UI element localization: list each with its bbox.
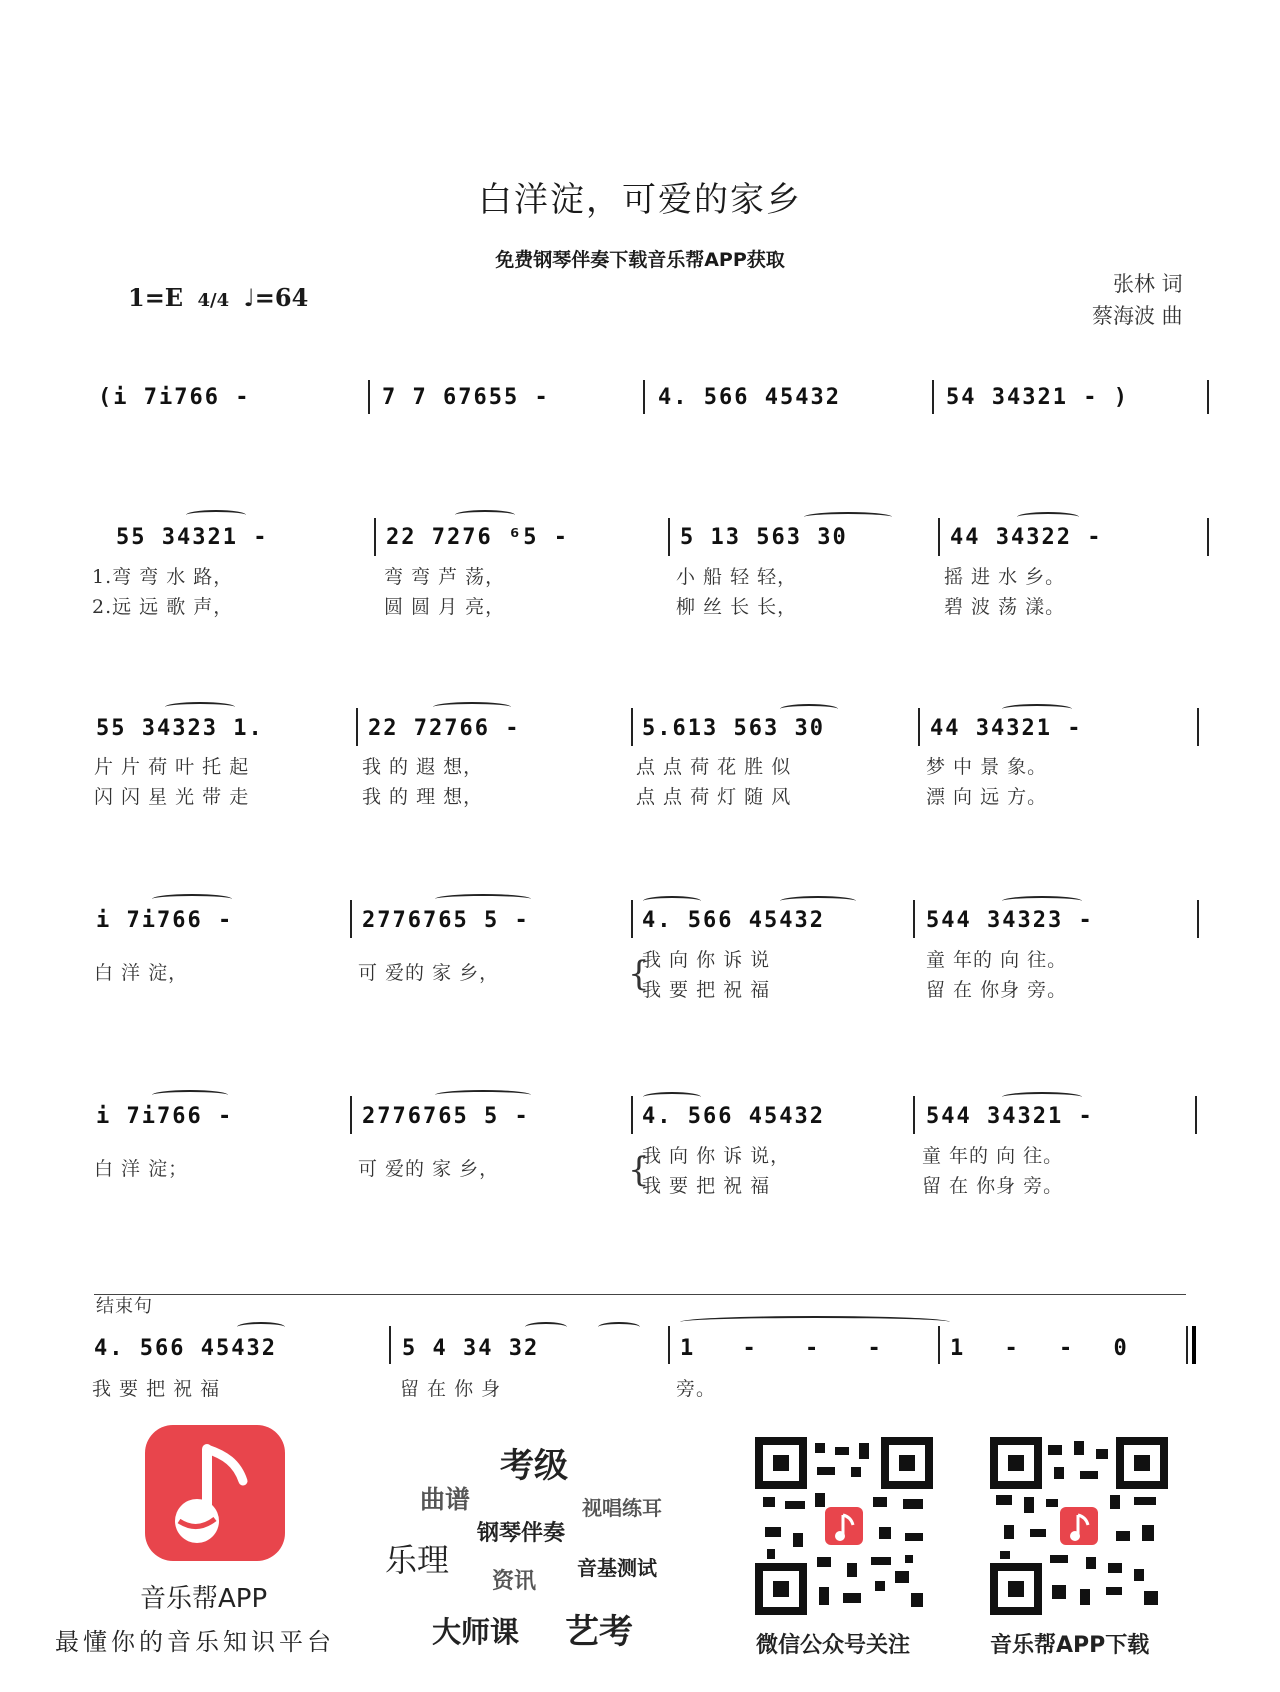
lyric-verse-1: 童 年的 向 往。 — [922, 1145, 1064, 1167]
lyric-verse-1: 我 向 你 诉 说 — [642, 949, 771, 971]
intro-measure-4: 54 34321 - ) — [946, 385, 1129, 410]
verse-brace: { — [628, 1150, 651, 1190]
measure-notes: 1 - - 0 — [950, 1336, 1141, 1361]
coda-label: 结束句 — [96, 1296, 153, 1317]
measure-notes: 22 72766 - — [368, 716, 521, 741]
tag-gangqin[interactable]: 钢琴伴奏 — [477, 1521, 566, 1546]
lyric-verse-2: 圆 圆 月 亮， — [384, 596, 506, 618]
barline — [1195, 1096, 1197, 1134]
measure-notes: 544 34323 - — [926, 908, 1094, 933]
barline — [350, 900, 352, 938]
slur — [1002, 704, 1072, 714]
barline — [1186, 1326, 1188, 1364]
lyric: 旁。 — [676, 1378, 717, 1400]
measure-notes: 55 34321 - — [116, 525, 269, 550]
wechat-qr-caption: 微信公众号关注 — [756, 1633, 911, 1658]
tag-dashike[interactable]: 大师课 — [432, 1615, 520, 1649]
barline — [938, 1326, 940, 1364]
lyric-verse-1: 我 向 你 诉 说， — [642, 1145, 791, 1167]
lyric-verse-2: 我 要 把 祝 福 — [642, 1175, 771, 1197]
app-download-qr-code[interactable] — [990, 1437, 1168, 1615]
barline — [1197, 900, 1199, 938]
intro-measure-2: 7 7 67655 - — [382, 385, 550, 410]
subtitle: 免费钢琴伴奏下载音乐帮APP获取 — [495, 249, 785, 271]
measure-notes: 544 34321 - — [926, 1104, 1094, 1129]
slur — [1017, 512, 1079, 522]
barline — [631, 1096, 633, 1134]
tie — [680, 1316, 950, 1328]
barline — [938, 518, 940, 556]
measure-notes: 44 34321 - — [930, 716, 1083, 741]
lyric-verse-1: 可 爱的 家 乡， — [358, 962, 500, 984]
key-label: 1=E — [128, 283, 184, 312]
slur — [237, 1322, 285, 1332]
lyric-verse-2: 留 在 你身 旁。 — [922, 1175, 1064, 1197]
barline — [932, 380, 934, 414]
slur — [165, 702, 235, 712]
app-download-qr-caption: 音乐帮APP下载 — [990, 1633, 1150, 1658]
slur — [780, 896, 856, 906]
lyric-verse-2: 闪 闪 星 光 带 走 — [94, 786, 250, 808]
measure-notes: 4. 566 45432 — [642, 908, 825, 933]
slur — [435, 1090, 531, 1100]
tag-yueli[interactable]: 乐理 — [385, 1541, 450, 1579]
slur — [455, 510, 515, 520]
coda-bracket — [94, 1294, 1186, 1295]
barline — [1197, 708, 1199, 746]
lyric-verse-1: 弯 弯 芦 荡， — [384, 566, 506, 588]
slur — [1002, 1092, 1082, 1102]
lyric-verse-1: 小 船 轻 轻， — [676, 566, 798, 588]
lyric-verse-1: 摇 进 水 乡。 — [944, 566, 1066, 588]
music-note-icon — [145, 1425, 285, 1561]
lyric-verse-1: 可 爱的 家 乡， — [358, 1158, 500, 1180]
tag-shichang[interactable]: 视唱练耳 — [582, 1496, 662, 1520]
intro-measure-1: (i 7i766 - — [98, 385, 251, 410]
lyric-verse-1: 1.弯 弯 水 路， — [92, 566, 234, 588]
slur — [643, 1092, 701, 1102]
barline — [668, 1326, 670, 1364]
lyric-verse-2: 柳 丝 长 长， — [676, 596, 798, 618]
app-logo — [145, 1425, 285, 1561]
key-signature — [128, 283, 308, 312]
slur — [525, 1322, 567, 1332]
tag-yinji[interactable]: 音基测试 — [577, 1556, 657, 1580]
barline — [356, 708, 358, 746]
app-name: 音乐帮APP — [140, 1584, 268, 1614]
slur — [780, 704, 838, 714]
tempo: ♩=64 — [243, 283, 309, 312]
tag-yikao[interactable]: 艺考 — [565, 1612, 633, 1652]
lyric-verse-2: 点 点 荷 灯 随 风 — [636, 786, 792, 808]
measure-notes: 22 7276 ⁶5 - — [386, 525, 569, 550]
lyric: 我 要 把 祝 福 — [92, 1378, 221, 1400]
barline — [668, 518, 670, 556]
slur — [152, 1090, 228, 1100]
song-title: 白洋淀，可爱的家乡 — [478, 180, 802, 220]
lyric-verse-1: 梦 中 景 象。 — [926, 756, 1048, 778]
lyric-verse-2: 我 的 理 想， — [362, 786, 484, 808]
lyric-verse-1: 我 的 遐 想， — [362, 756, 484, 778]
measure-notes: 5.613 563 30 — [642, 716, 825, 741]
measure-notes: 4. 566 45432 — [94, 1336, 277, 1361]
lyric-verse-2: 我 要 把 祝 福 — [642, 979, 771, 1001]
barline — [368, 380, 370, 414]
measure-notes: 5 13 563 30 — [680, 525, 848, 550]
measure-notes: 55 34323 1. — [96, 716, 264, 741]
intro-measure-3: 4. 566 45432 — [658, 385, 841, 410]
measure-notes: 2776765 5 - — [362, 1104, 530, 1129]
tag-zixun[interactable]: 资讯 — [492, 1569, 537, 1594]
lyric-verse-1: 白 洋 淀； — [94, 1158, 189, 1180]
barline — [1207, 380, 1209, 414]
barline — [913, 1096, 915, 1134]
slur — [643, 896, 701, 906]
lyric-verse-1: 童 年的 向 往。 — [926, 949, 1068, 971]
barline — [913, 900, 915, 938]
lyric-verse-2: 2.远 远 歌 声， — [92, 596, 234, 618]
barline — [389, 1326, 391, 1364]
measure-notes: 4. 566 45432 — [642, 1104, 825, 1129]
lyric-verse-1: 白 洋 淀， — [94, 962, 189, 984]
measure-notes: 2776765 5 - — [362, 908, 530, 933]
slur — [152, 894, 232, 904]
barline — [631, 900, 633, 938]
composer-credit: 蔡海波 曲 — [1092, 304, 1183, 328]
slur — [186, 510, 246, 520]
tag-qupu[interactable]: 曲谱 — [420, 1485, 471, 1514]
barline — [350, 1096, 352, 1134]
qr-code-icon — [990, 1437, 1168, 1615]
slur — [804, 512, 892, 522]
lyricist-credit: 张林 词 — [1113, 272, 1183, 296]
lyric-verse-1: 片 片 荷 叶 托 起 — [94, 756, 250, 778]
measure-notes: 44 34322 - — [950, 525, 1103, 550]
measure-notes: 5 4 34 32 — [402, 1336, 540, 1361]
measure-notes: i 7i766 - — [96, 908, 234, 933]
slogan: 最懂你的音乐知识平台 — [55, 1628, 335, 1656]
lyric-verse-2: 碧 波 荡 漾。 — [944, 596, 1066, 618]
barline — [918, 708, 920, 746]
lyric: 留 在 你 身 — [400, 1378, 502, 1400]
slur — [1002, 896, 1082, 906]
lyric-verse-1: 点 点 荷 花 胜 似 — [636, 756, 792, 778]
barline — [1207, 518, 1209, 556]
measure-notes: i 7i766 - — [96, 1104, 234, 1129]
qr-code-icon — [755, 1437, 933, 1615]
tag-kaoji[interactable]: 考级 — [500, 1446, 568, 1486]
wechat-qr-code[interactable] — [755, 1437, 933, 1615]
lyric-verse-2: 留 在 你身 旁。 — [926, 979, 1068, 1001]
slur — [433, 702, 511, 712]
lyric-verse-2: 漂 向 远 方。 — [926, 786, 1048, 808]
barline — [631, 708, 633, 746]
time-signature: 4/4 — [197, 290, 230, 311]
verse-brace: { — [628, 954, 651, 994]
barline — [374, 518, 376, 556]
final-barline — [1192, 1326, 1196, 1364]
measure-notes: 1 - - - — [680, 1336, 899, 1361]
slur — [598, 1322, 640, 1332]
barline — [643, 380, 645, 414]
slur — [435, 894, 531, 904]
